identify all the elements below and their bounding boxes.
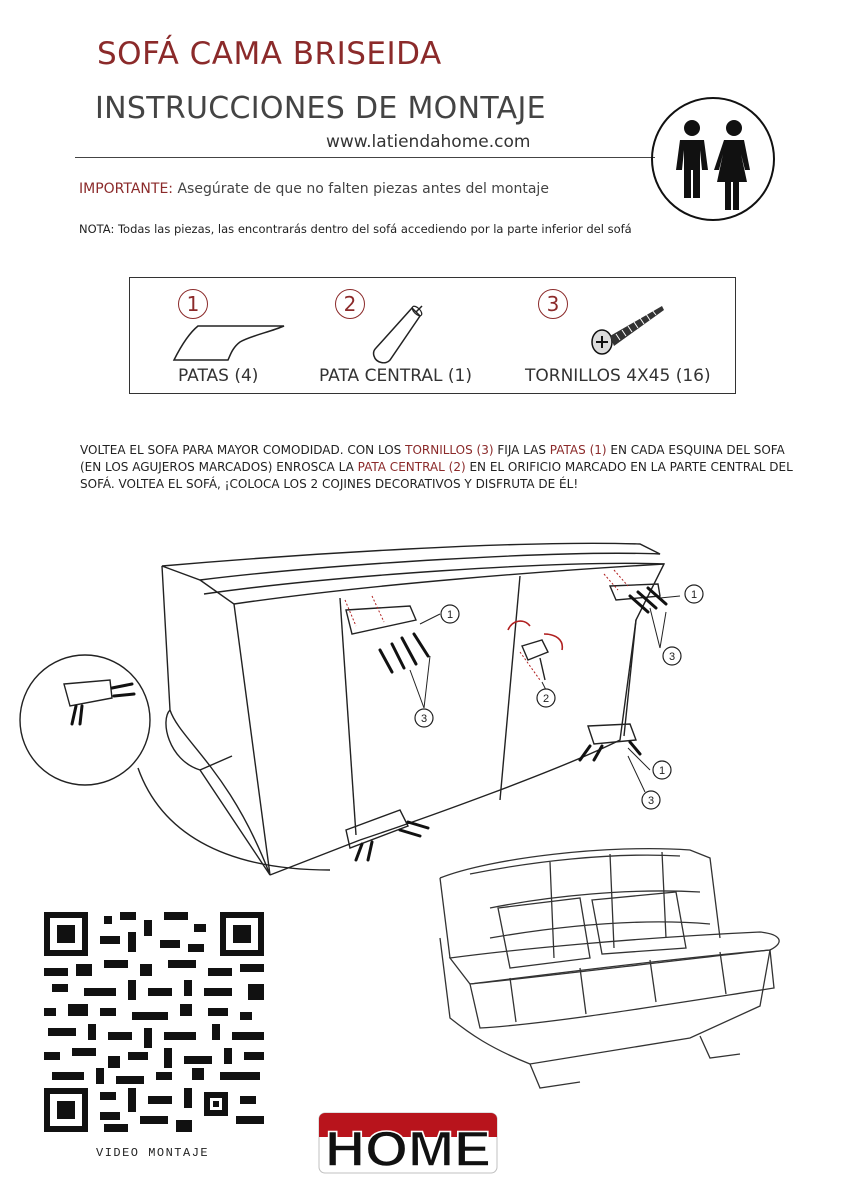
part-label-2: PATA CENTRAL (1) xyxy=(319,366,472,386)
central-leg-icon xyxy=(370,302,440,368)
header-divider xyxy=(75,157,655,158)
qr-code[interactable] xyxy=(44,912,264,1132)
part-number-1: 1 xyxy=(178,289,208,319)
instr-text-4: EN EL ORIFICIO MARCADO EN LA PARTE CENTRAL DEL SOFÁ. VOLTEA EL SOFÁ, ¡COLOCA LOS 2 COJINES DECORATIVOS Y DISFRUTA DE ÉL! xyxy=(80,460,793,491)
part-number-2: 2 xyxy=(335,289,365,319)
instr-highlight-screws: TORNILLOS (3) xyxy=(405,443,494,457)
part-label-3: TORNILLOS 4X45 (16) xyxy=(525,366,711,386)
page-subtitle: INSTRUCCIONES DE MONTAJE xyxy=(95,91,546,126)
note-text: NOTA: Todas las piezas, las encontrarás dentro del sofá accediendo por la parte inferior del sofá xyxy=(79,222,632,236)
important-notice xyxy=(79,181,549,197)
leg-icon xyxy=(170,318,290,364)
website-link[interactable]: www.latiendahome.com xyxy=(326,132,531,152)
home-logo xyxy=(318,1112,498,1174)
instr-text-3: EN CADA ESQUINA DEL SOFA (EN LOS AGUJEROS MARCADOS) ENROSCA LA xyxy=(80,443,785,474)
page-title: SOFÁ CAMA BRISEIDA xyxy=(97,36,442,72)
important-text: Asegúrate de que no falten piezas antes del montaje xyxy=(173,181,549,197)
callout-1: 1 xyxy=(658,765,666,777)
sofa-illustration xyxy=(430,838,790,1098)
callout-1: 1 xyxy=(446,609,454,621)
instr-text-1: VOLTEA EL SOFA PARA MAYOR COMODIDAD. CON LOS xyxy=(80,443,406,457)
instr-text-2: FIJA LAS xyxy=(493,443,550,457)
two-people-icon xyxy=(650,96,776,222)
callout-3: 3 xyxy=(668,651,676,663)
part-label-1: PATAS (4) xyxy=(178,366,259,386)
part-number-3: 3 xyxy=(538,289,568,319)
video-montaje-label: VIDEO MONTAJE xyxy=(96,1146,210,1160)
instr-highlight-central-leg: PATA CENTRAL (2) xyxy=(357,460,466,474)
callout-1: 1 xyxy=(690,589,698,601)
screw-icon xyxy=(588,300,668,358)
assembly-instructions xyxy=(80,442,800,493)
instr-highlight-legs: PATAS (1) xyxy=(549,443,607,457)
callout-2: 2 xyxy=(542,693,550,705)
callout-3: 3 xyxy=(647,795,655,807)
important-key: IMPORTANTE: xyxy=(79,181,174,197)
logo-text: HOME xyxy=(325,1121,491,1174)
callout-3: 3 xyxy=(420,713,428,725)
